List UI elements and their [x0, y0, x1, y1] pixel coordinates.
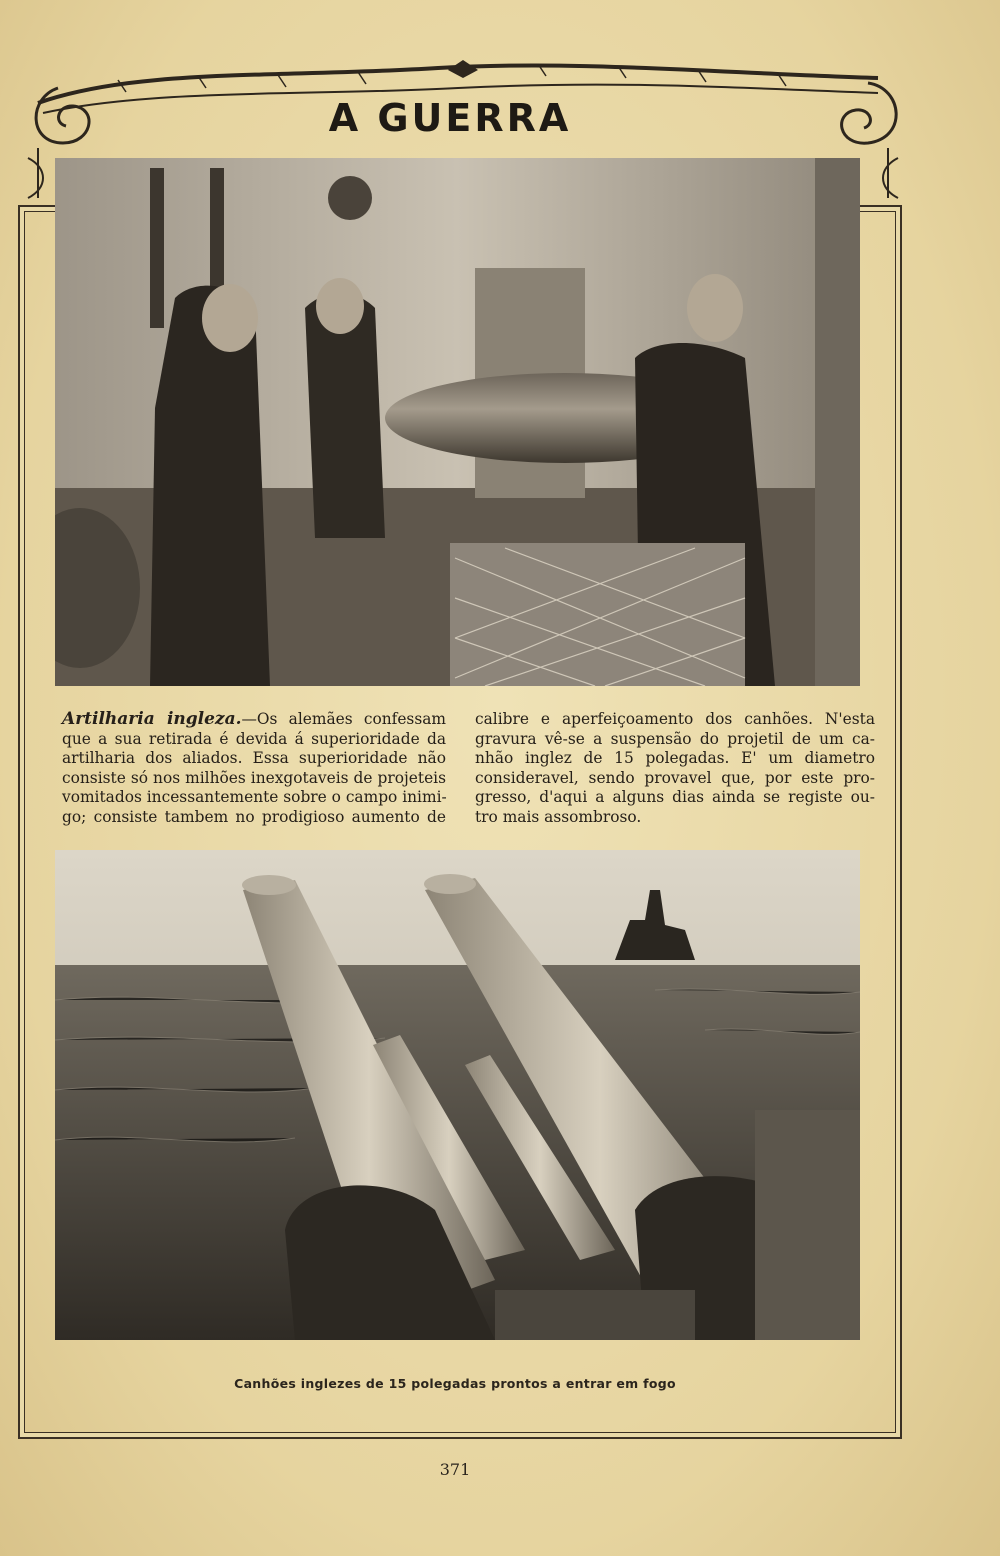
article-line: nhão inglez de 15 polegadas. E' um diametro [475, 749, 875, 768]
page-number: 371 [439, 1460, 471, 1479]
article-line: vomitados incessantemente sobre o campo inimi- [62, 788, 447, 807]
photo-naval-guns [55, 850, 860, 1340]
article-line: tro mais assombroso. [475, 807, 642, 826]
article-line: go; consiste tambem no prodigioso aumento de [62, 807, 446, 826]
article-line: gravura vê-se a suspensão do projetil de um ca- [475, 729, 875, 748]
article-right-column [475, 710, 875, 830]
article-line: artilharia dos aliados. Essa superioridade não [62, 749, 446, 768]
article-line [62, 710, 446, 730]
page-title: A GUERRA [328, 96, 572, 140]
photo-shell-loading [55, 158, 860, 686]
article-lead: Artilharia ingleza. [62, 709, 242, 729]
article-line: que a sua retirada é devida á superioridade da [62, 729, 446, 748]
article-line: calibre e aperfeiçoamento dos canhões. N'esta [475, 710, 875, 728]
photo-naval-guns-image [55, 850, 860, 1340]
article-line: consideravel, sendo provavel que, por este pro- [475, 768, 875, 787]
article-line-text: —Os alemães confessam [241, 710, 446, 728]
article-line: gresso, d'aqui a alguns dias ainda se registe ou- [475, 788, 875, 807]
article-left-column [62, 710, 446, 830]
photo-shell-loading-image [55, 158, 860, 686]
article-line: consiste só nos milhões inexgotaveis de projeteis [62, 768, 446, 787]
photo-caption: Canhões inglezes de 15 polegadas prontos a entrar em fogo [234, 1376, 676, 1391]
